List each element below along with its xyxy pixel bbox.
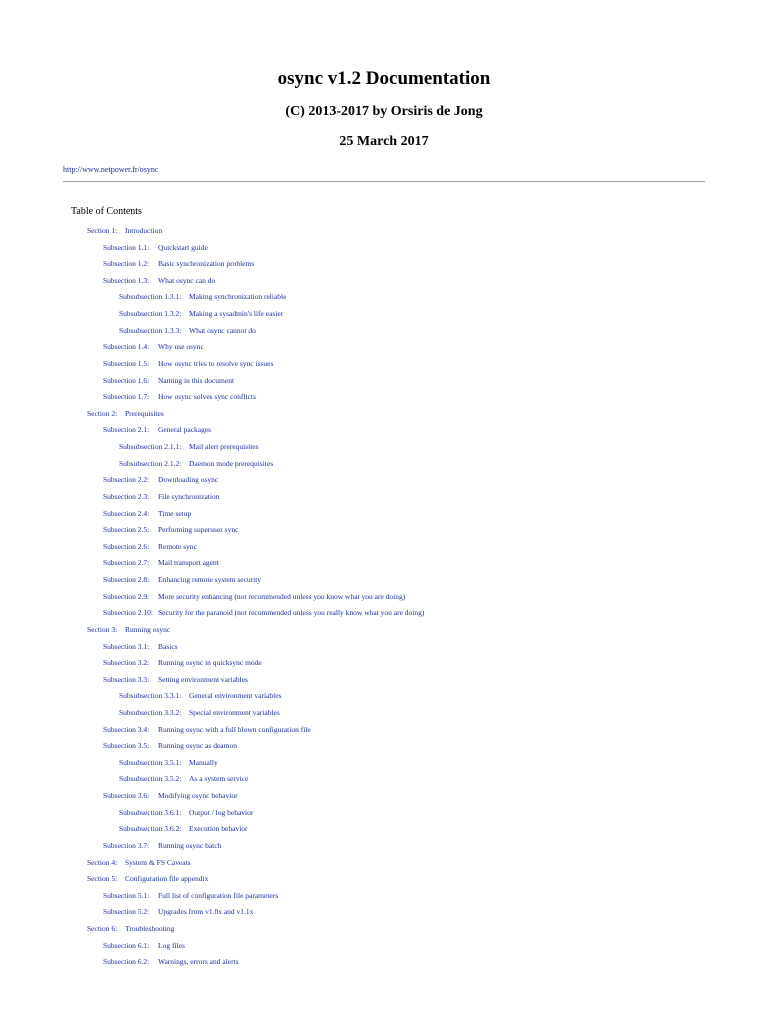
- toc-entry-number: Subsubsection 3.6.1:: [119, 807, 182, 817]
- toc-entry-label: Downloading osync: [158, 475, 219, 485]
- toc-entry-label: Making a sysadmin's life easier: [189, 309, 284, 319]
- toc-entry-label: Special environment variables: [189, 707, 280, 717]
- toc-entry[interactable]: [119, 309, 283, 319]
- toc-entry-label: Naming in this document: [158, 375, 235, 385]
- toc-entry[interactable]: [87, 625, 170, 635]
- toc-entry-label: Upgrades from v1.0x and v1.1x: [158, 907, 254, 917]
- toc-entry-label: Configuration file appendix: [125, 874, 209, 884]
- toc-entry-number: Subsection 1.3:: [103, 275, 150, 285]
- toc-entry-label: Running osync as deamon: [158, 741, 237, 751]
- toc-entry-label: As a system service: [189, 774, 249, 784]
- toc-entry[interactable]: [103, 558, 219, 568]
- toc-entry[interactable]: [87, 924, 174, 934]
- toc-entry-label: Daemon mode prerequisites: [189, 458, 274, 468]
- toc-entry[interactable]: [87, 226, 162, 236]
- toc-entry-label: File synchronization: [158, 491, 220, 501]
- toc-entry-number: Subsubsection 1.3.1:: [119, 292, 182, 302]
- toc-entry-label: Security for the paranoid (not recommended unless you really know what you are doing): [158, 608, 425, 618]
- toc-entry-number: Subsubsection 3.5.1:: [119, 757, 182, 767]
- toc-entry[interactable]: [103, 492, 219, 502]
- toc-entry-number: Subsection 2.5:: [103, 525, 150, 535]
- toc-entry-number: Subsection 3.1:: [103, 641, 150, 651]
- toc-entry-number: Section 2:: [87, 408, 118, 418]
- toc-entry-label: Full list of configuration file parameters: [158, 890, 279, 900]
- toc-entry[interactable]: [103, 575, 261, 585]
- toc-entry-label: How osync tries to resolve sync issues: [158, 358, 274, 368]
- toc-entry[interactable]: [103, 475, 218, 485]
- toc-entry-number: Subsection 5.1:: [103, 890, 150, 900]
- toc-entry-number: Section 5:: [87, 874, 118, 884]
- toc-entry[interactable]: [103, 941, 185, 951]
- toc-entry-label: Running osync batch: [158, 840, 222, 850]
- toc-entry-number: Subsubsection 3.6.2:: [119, 824, 182, 834]
- toc-entry-number: Subsection 1.5:: [103, 358, 150, 368]
- toc-entry-number: Subsection 2.2:: [103, 475, 150, 485]
- toc-entry-number: Subsection 2.4:: [103, 508, 150, 518]
- toc-entry-number: Subsection 6.1:: [103, 940, 150, 950]
- toc-entry-label: Warnings, errors and alerts: [158, 957, 239, 967]
- toc-entry[interactable]: [103, 359, 273, 369]
- toc-entry-number: Subsection 3.5:: [103, 741, 150, 751]
- toc-entry-number: Subsection 3.4:: [103, 724, 150, 734]
- toc-entry-label: Running osync with a full blown configuration file: [158, 724, 311, 734]
- toc-entry[interactable]: [103, 907, 253, 917]
- toc-entry-label: What osync can do: [158, 275, 216, 285]
- toc-entry-number: Subsection 3.7:: [103, 840, 150, 850]
- toc-entry-number: Section 3:: [87, 624, 118, 634]
- project-website-link[interactable]: http://www.netpower.fr/osync: [63, 165, 159, 174]
- toc-entry-label: Enhancing remote system security: [158, 575, 262, 585]
- toc-entry[interactable]: [103, 243, 208, 253]
- toc-entry-label: System & FS Caveats: [125, 857, 191, 867]
- toc-entry[interactable]: [103, 425, 211, 435]
- toc-entry-number: Subsection 1.4:: [103, 342, 150, 352]
- toc-entry[interactable]: [119, 326, 256, 336]
- toc-entry-number: Subsubsection 3.3.2:: [119, 707, 182, 717]
- toc-entry[interactable]: [119, 758, 218, 768]
- toc-entry-label: Performing superuser sync: [158, 525, 239, 535]
- toc-entry-label: Quickstart guide: [158, 242, 208, 252]
- toc-entry-label: Making synchronization reliable: [189, 292, 287, 302]
- toc-entry-number: Subsubsection 2.1.2:: [119, 458, 182, 468]
- toc-entry-label: Prerequisites: [125, 408, 164, 418]
- toc-entry-number: Subsection 3.2:: [103, 658, 150, 668]
- toc-entry-label: Time setup: [158, 508, 192, 518]
- toc-entry-number: Subsubsection 1.3.3:: [119, 325, 182, 335]
- toc-entry-number: Subsection 1.1:: [103, 242, 150, 252]
- document-date: 25 March 2017: [339, 134, 429, 149]
- toc-entry-label: More security enhancing (not recommended unless you know what you are doing): [158, 591, 406, 601]
- toc-entry-label: How osync solves sync conflicts: [158, 392, 256, 402]
- toc-entry[interactable]: [103, 392, 256, 402]
- toc-entry-number: Subsection 2.9:: [103, 591, 150, 601]
- toc-entry-label: Remote sync: [158, 541, 197, 551]
- toc-entry-label: Mail alert prerequisites: [189, 442, 259, 452]
- toc-entry-number: Subsection 1.7:: [103, 392, 150, 402]
- toc-entry[interactable]: [103, 259, 254, 269]
- toc-entry-number: Subsubsection 1.3.2:: [119, 309, 182, 319]
- toc-entry-number: Section 1:: [87, 226, 118, 235]
- toc-entry-label: Manually: [189, 757, 218, 767]
- toc-entry-number: Subsection 3.6:: [103, 791, 150, 801]
- toc-entry[interactable]: [103, 675, 248, 685]
- toc-entry[interactable]: [119, 774, 248, 784]
- toc-entry-number: Section 4:: [87, 857, 118, 867]
- toc-entry-number: Subsection 2.1:: [103, 425, 150, 435]
- toc-entry-label: Output / log behavior: [189, 807, 254, 817]
- toc-entry-label: What osync cannot do: [189, 325, 256, 335]
- toc-entry-number: Subsubsection 3.3.1:: [119, 691, 182, 701]
- toc-entry-label: General environment variables: [189, 691, 282, 701]
- document-title: osync v1.2 Documentation: [277, 68, 491, 89]
- toc-entry-number: Subsubsection 2.1.1:: [119, 442, 182, 452]
- toc-entry-label: Mail transport agent: [158, 558, 219, 568]
- toc-entry[interactable]: [103, 791, 238, 801]
- toc-entry[interactable]: [87, 409, 164, 419]
- toc-entry-number: Subsection 2.3:: [103, 491, 150, 501]
- toc-entry-label: Execution behavior: [189, 824, 248, 834]
- toc-entry[interactable]: [103, 658, 262, 668]
- toc-entry[interactable]: [103, 741, 237, 751]
- toc-entry[interactable]: [119, 708, 280, 718]
- toc-entry[interactable]: [103, 276, 215, 286]
- toc-entry[interactable]: [103, 509, 191, 519]
- toc-entry[interactable]: [87, 874, 208, 884]
- divider: [63, 181, 705, 182]
- toc-entry[interactable]: [119, 824, 248, 834]
- toc-entry-label: Modifying osync behavior: [158, 791, 238, 801]
- toc-entry-label: Setting environment variables: [158, 674, 248, 684]
- toc-entry[interactable]: [119, 459, 273, 469]
- toc-entry-label: General packages: [158, 425, 212, 435]
- toc-entry[interactable]: [103, 342, 204, 352]
- document-author: (C) 2013-2017 by Orsiris de Jong: [285, 104, 483, 119]
- toc-entry[interactable]: [103, 608, 424, 618]
- toc-entry[interactable]: [119, 442, 259, 452]
- toc-entry-number: Subsection 2.7:: [103, 558, 150, 568]
- toc-entry[interactable]: [103, 525, 238, 535]
- toc-entry[interactable]: [103, 542, 197, 552]
- toc-entry-number: Subsection 2.10:: [103, 608, 153, 618]
- toc-entry[interactable]: [103, 376, 234, 386]
- toc-entry[interactable]: [87, 858, 191, 868]
- toc-entry[interactable]: [103, 642, 178, 652]
- toc-entry-number: Section 6:: [87, 924, 118, 934]
- toc-entry-label: Troubleshooting: [125, 924, 175, 934]
- toc-entry[interactable]: [119, 691, 281, 701]
- toc-entry-number: Subsection 2.8:: [103, 575, 150, 585]
- toc-entry-label: Running osync: [125, 624, 171, 634]
- toc-entry-number: Subsection 2.6:: [103, 541, 150, 551]
- toc-entry-label: Basic synchronization problems: [158, 259, 255, 269]
- toc-entry-number: Subsubsection 3.5.2:: [119, 774, 182, 784]
- toc-entry-number: Subsection 3.3:: [103, 674, 150, 684]
- toc-entry[interactable]: [103, 891, 278, 901]
- toc-entry-number: Subsection 5.2:: [103, 907, 150, 917]
- toc-entry-number: Subsection 6.2:: [103, 957, 150, 967]
- toc-heading: Table of Contents: [71, 206, 142, 217]
- toc-entry[interactable]: [103, 592, 405, 602]
- toc-entry-label: Running osync in quicksync mode: [158, 658, 262, 668]
- toc-entry-label: Log files: [158, 940, 185, 950]
- toc-entry-label: Why use osync: [158, 342, 204, 352]
- toc-entry-number: Subsection 1.2:: [103, 259, 150, 269]
- toc-entry-number: Subsection 1.6:: [103, 375, 150, 385]
- toc-entry[interactable]: [119, 808, 253, 818]
- toc-entry[interactable]: [119, 292, 286, 302]
- toc-entry[interactable]: [103, 841, 221, 851]
- toc-entry[interactable]: [103, 725, 311, 735]
- toc-entry-label: Introduction: [125, 226, 163, 235]
- toc-entry-label: Basics: [158, 641, 178, 651]
- toc-entry[interactable]: [103, 957, 239, 967]
